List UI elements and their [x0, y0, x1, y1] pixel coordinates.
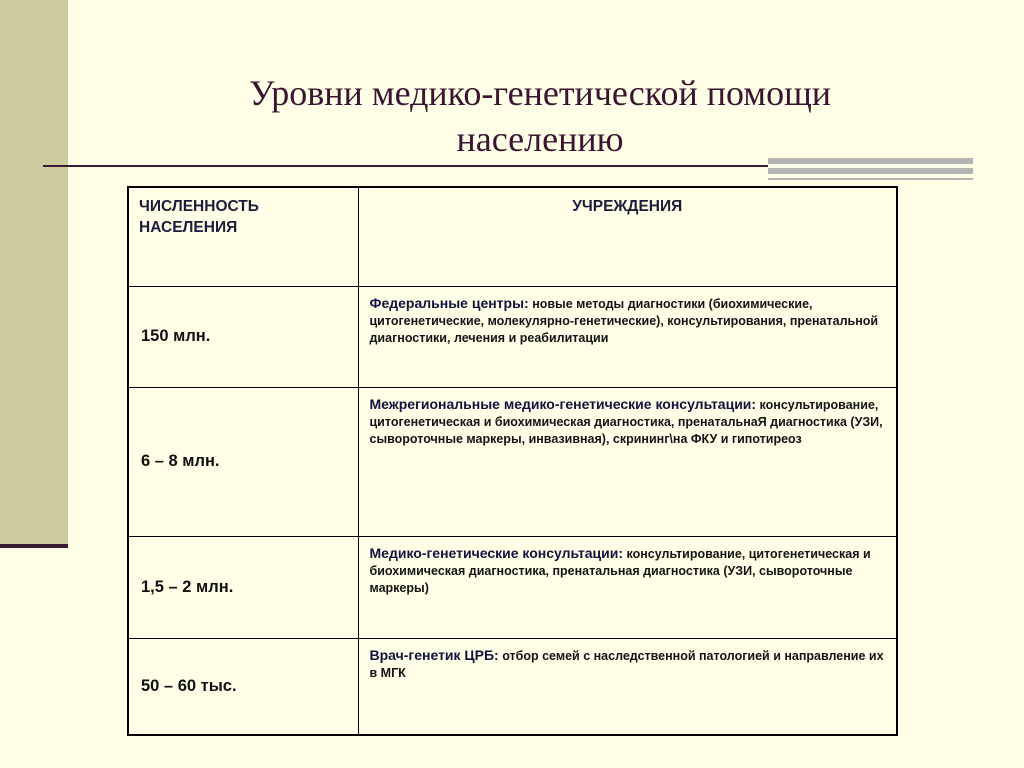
title-line-2: населению	[456, 119, 624, 159]
care-levels-table	[127, 186, 898, 736]
title-line-1: Уровни медико-генетической помощи	[248, 73, 832, 113]
table-row	[128, 536, 897, 638]
table-row	[128, 638, 897, 735]
population-cell: 1,5 – 2 млн.	[128, 536, 358, 638]
institution-cell	[358, 387, 897, 536]
table-row	[128, 286, 897, 387]
institution-desc: консультирование, цитогенетическая и биохимическая диагностика, пренатальная диагностика (УЗИ, сывороточные маркеры)	[369, 546, 871, 595]
institution-desc: консультирование, цитогенетическая и биохимическая диагностика, пренатальнаЯ диагностика (УЗИ, сывороточные маркеры, инвазивная), скрининг\на ФКУ и гипотиреоз	[369, 397, 883, 446]
institution-cell	[358, 638, 897, 735]
institution-cell	[358, 286, 897, 387]
slide-title	[140, 70, 940, 162]
population-cell: 6 – 8 млн.	[128, 387, 358, 536]
header-institutions: УЧРЕЖДЕНИЯ	[358, 187, 897, 286]
grey-striped-bar	[768, 158, 973, 180]
institution-head: Межрегиональные медико-генетические консультации:	[369, 395, 757, 412]
left-bar-underline	[0, 544, 68, 548]
population-cell: 50 – 60 тыс.	[128, 638, 358, 735]
left-decorative-bar	[0, 0, 68, 545]
population-cell: 150 млн.	[128, 286, 358, 387]
institution-head: Федеральные центры:	[369, 294, 529, 311]
institution-desc: отбор семей с наследственной патологией и направление их в МГК	[369, 648, 884, 680]
institution-head: Врач-генетик ЦРБ:	[369, 646, 499, 663]
institution-head: Медико-генетические консультации:	[369, 544, 624, 561]
table-header-row	[128, 187, 897, 286]
institution-cell	[358, 536, 897, 638]
header-population: ЧИСЛЕННОСТЬ НАСЕЛЕНИЯ	[128, 187, 358, 286]
institution-desc: новые методы диагностики (биохимические, цитогенетические, молекулярно-генетические), консультирования, пренатальной диагностики, лечения и реабилитации	[369, 296, 879, 345]
table-row	[128, 387, 897, 536]
